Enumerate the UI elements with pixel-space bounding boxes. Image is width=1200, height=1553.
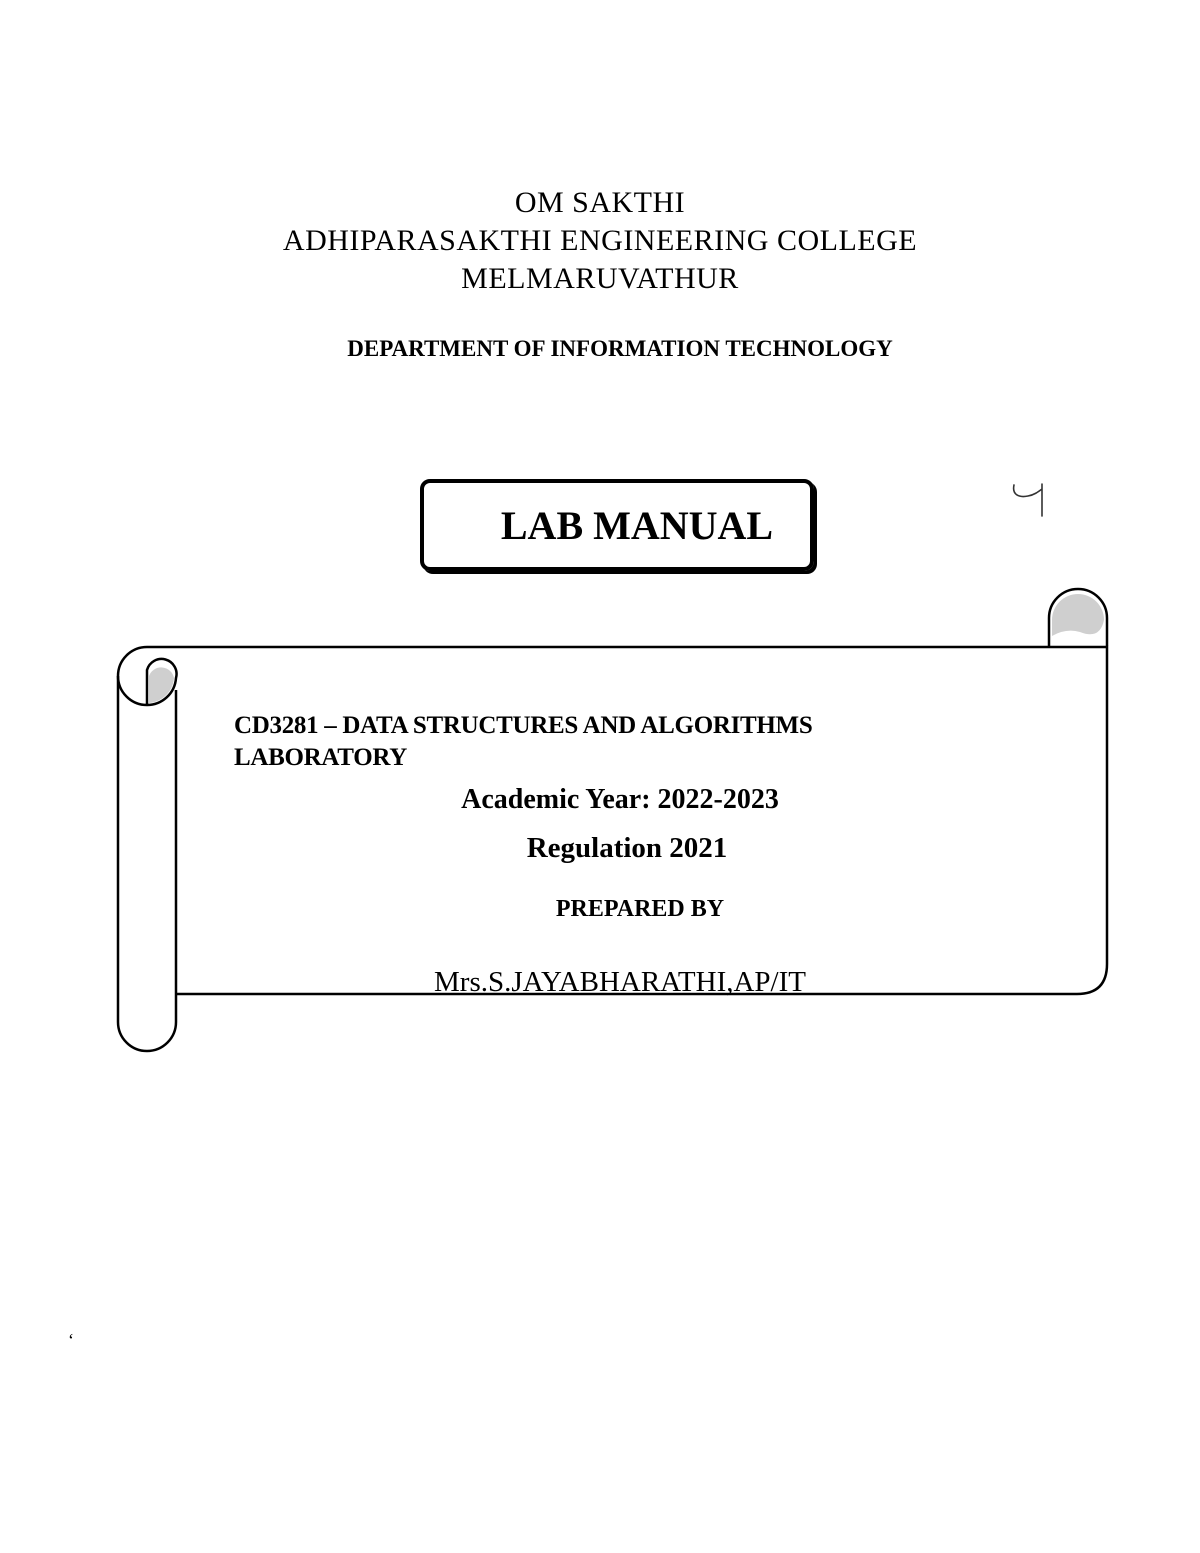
prepared-by-label: PREPARED BY <box>555 896 725 922</box>
institution-location: MELMARUVATHUR <box>461 262 739 295</box>
author-name: Mrs.S.JAYABHARATHI,AP/IT <box>434 966 806 998</box>
institution-line-1: OM SAKTHI <box>514 186 686 219</box>
course-title: CD3281 – DATA STRUCTURES AND ALGORITHMS LABORATORY <box>234 712 813 771</box>
institution-name: ADHIPARASAKTHI ENGINEERING COLLEGE <box>282 224 918 257</box>
department-name: DEPARTMENT OF INFORMATION TECHNOLOGY <box>347 336 893 361</box>
page-title: LAB MANUAL <box>500 502 774 548</box>
regulation: Regulation 2021 <box>526 832 728 864</box>
stray-mark: ‘ <box>68 1330 74 1350</box>
academic-year: Academic Year: 2022-2023 <box>461 784 779 815</box>
scroll-body <box>147 647 1107 994</box>
